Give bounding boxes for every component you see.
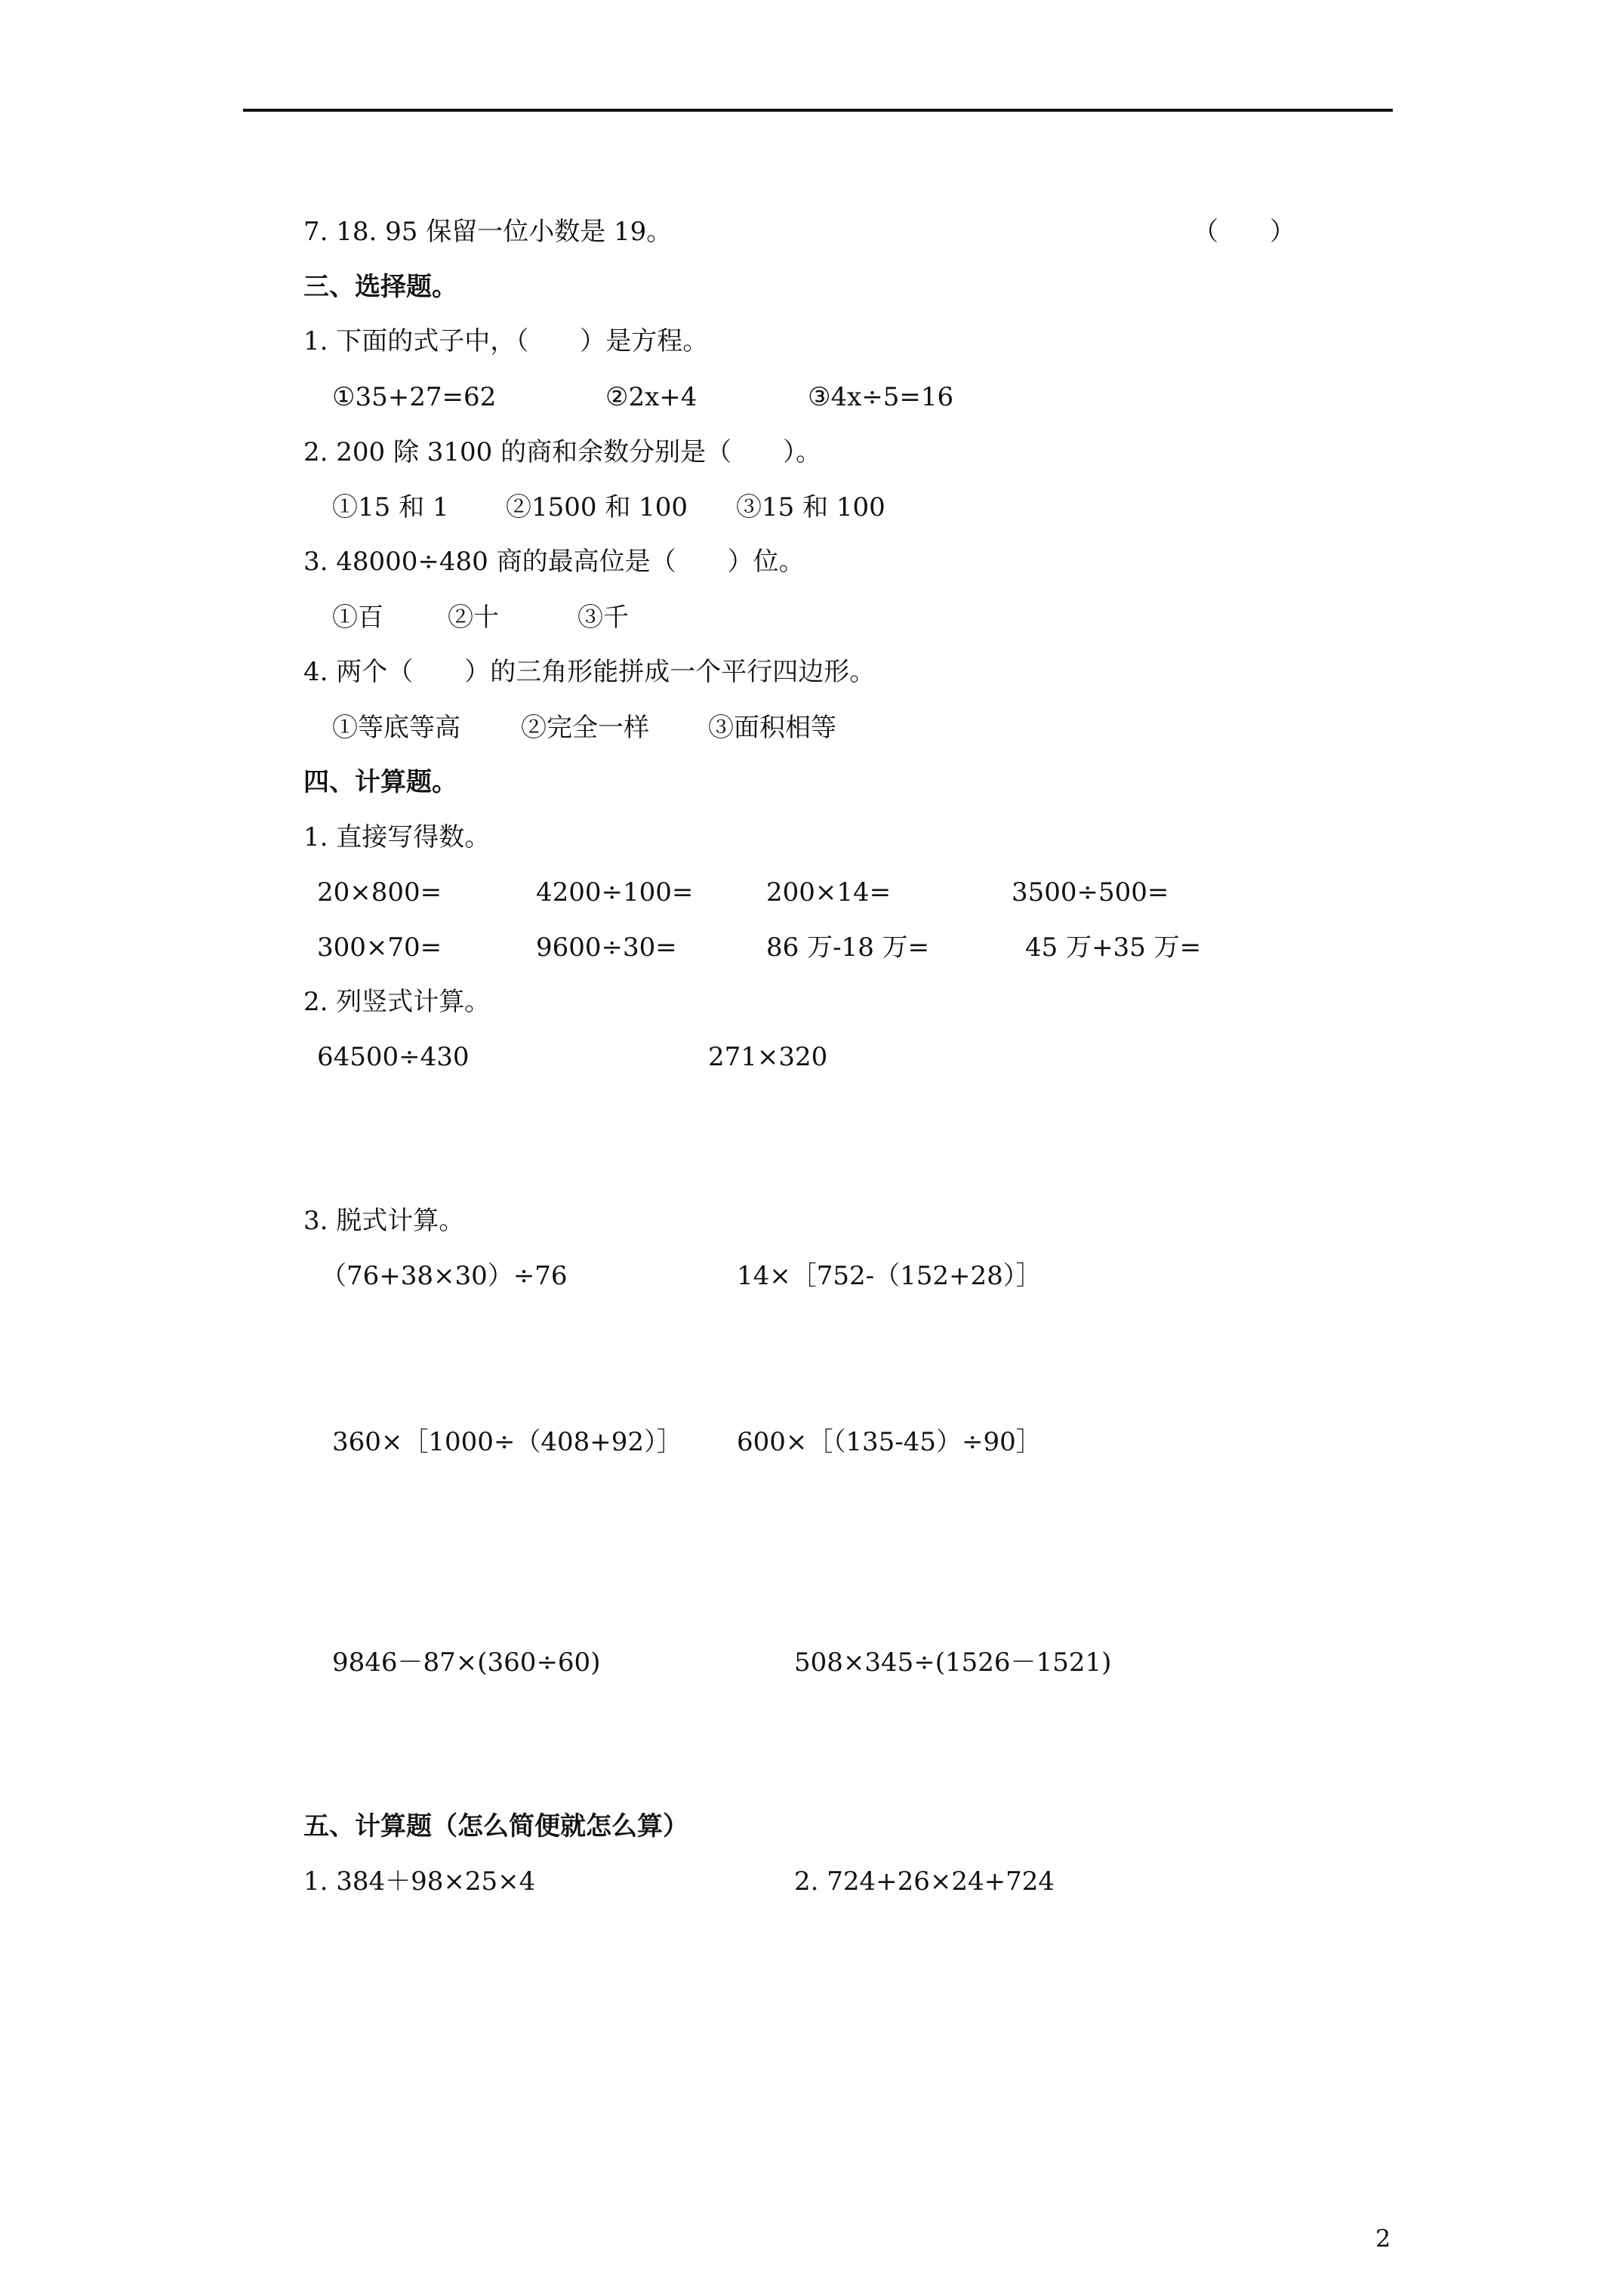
option: ③面积相等	[708, 713, 836, 743]
oral-calc: 3500÷500=	[1012, 877, 1169, 908]
vertical-calc: 271×320	[708, 1042, 828, 1072]
answer-blank: （ ）	[1193, 217, 1295, 247]
option: ③千	[577, 603, 629, 633]
step-calc: 9846－87×(360÷60)	[332, 1647, 601, 1678]
option: ③4x÷5=16	[808, 382, 954, 412]
question-3-4: 4. 两个（ ）的三角形能拼成一个平行四边形。	[303, 657, 876, 687]
option: ③15 和 100	[736, 492, 885, 522]
step-calc: （76+38×30）÷76	[321, 1261, 568, 1291]
section-title-3: 三、选择题。	[303, 272, 457, 302]
question-3-2: 2. 200 除 3100 的商和余数分别是（ ）。	[303, 437, 822, 467]
oral-calc: 300×70=	[317, 932, 442, 963]
option: ①百	[332, 603, 383, 633]
vertical-calc: 64500÷430	[317, 1042, 470, 1072]
oral-calc: 20×800=	[317, 877, 442, 908]
section-title-5: 五、计算题（怎么简便就怎么算）	[303, 1811, 688, 1841]
simplify-calc: 1. 384＋98×25×4	[303, 1866, 536, 1897]
option: ②完全一样	[521, 713, 649, 743]
section-title-4: 四、计算题。	[303, 767, 457, 797]
option: ①等底等高	[332, 713, 460, 743]
judge-q7: 7. 18. 95 保留一位小数是 19。	[303, 217, 673, 247]
oral-calc: 9600÷30=	[536, 932, 677, 963]
step-calc: 508×345÷(1526－1521)	[794, 1647, 1112, 1678]
question-4-3: 3. 脱式计算。	[303, 1206, 465, 1236]
oral-calc: 4200÷100=	[536, 877, 694, 908]
simplify-calc: 2. 724+26×24+724	[794, 1866, 1055, 1897]
header-rule	[243, 109, 1393, 112]
step-calc: 14×［752-（152+28）］	[737, 1261, 1042, 1291]
option: ②2x+4	[605, 382, 698, 412]
page-number: 2	[1375, 2224, 1391, 2253]
step-calc: 600×［（135-45）÷90］	[737, 1427, 1042, 1457]
question-3-1: 1. 下面的式子中，（ ）是方程。	[303, 326, 709, 356]
oral-calc: 86 万-18 万=	[766, 932, 930, 963]
oral-calc: 45 万+35 万=	[1025, 932, 1202, 963]
question-4-2: 2. 列竖式计算。	[303, 987, 491, 1017]
question-4-1: 1. 直接写得数。	[303, 822, 491, 852]
question-3-3: 3. 48000÷480 商的最高位是（ ）位。	[303, 547, 805, 577]
step-calc: 360×［1000÷（408+92）］	[332, 1427, 683, 1457]
option: ①15 和 1	[332, 492, 449, 522]
option: ②1500 和 100	[506, 492, 688, 522]
option: ①35+27=62	[332, 382, 497, 412]
option: ②十	[448, 603, 499, 633]
oral-calc: 200×14=	[766, 877, 892, 908]
